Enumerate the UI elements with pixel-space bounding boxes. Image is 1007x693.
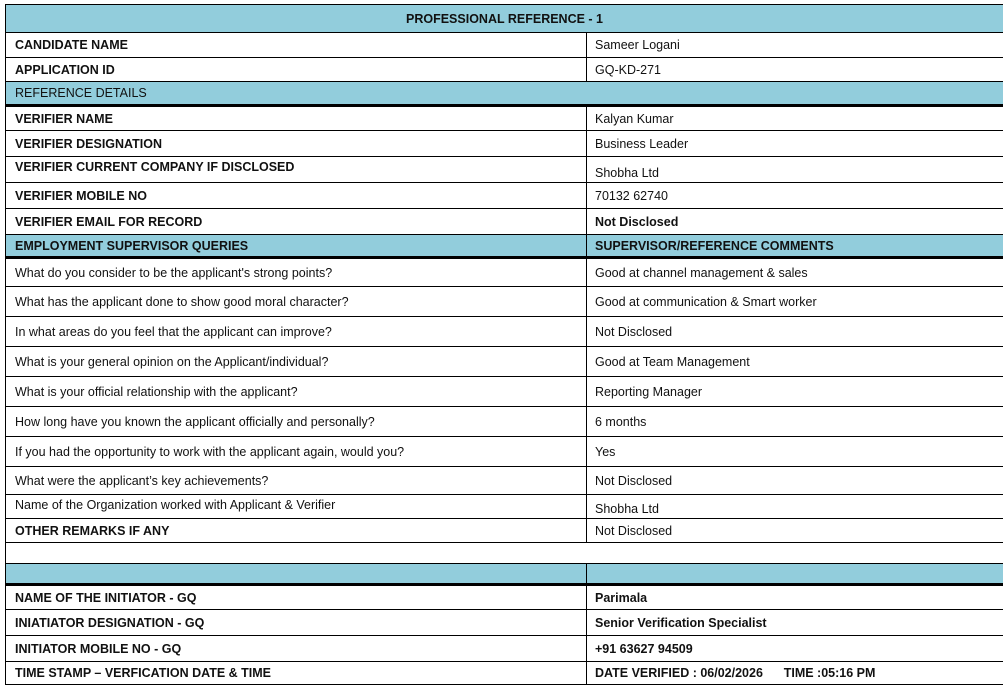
query-answer: Shobha Ltd — [595, 502, 659, 516]
verifier-designation-row — [5, 131, 1003, 157]
initiator-designation-value: Senior Verification Specialist — [595, 615, 767, 630]
query-question: If you had the opportunity to work with the applicant again, would you? — [6, 437, 587, 466]
query-question: Name of the Organization worked with Applicant & Verifier — [6, 495, 587, 518]
verifier-company-row — [5, 157, 1003, 183]
query-question: What has the applicant done to show good moral character? — [6, 287, 587, 316]
timestamp-label: TIME STAMP – VERFICATION DATE & TIME — [6, 662, 587, 684]
query-question: What is your official relationship with the applicant? — [6, 377, 587, 406]
query-question: What is your general opinion on the Applicant/individual? — [6, 347, 587, 376]
candidate-name-row — [5, 33, 1003, 58]
initiator-name-value: Parimala — [595, 590, 648, 605]
queries-header-row — [5, 235, 1003, 257]
query-question: How long have you known the applicant officially and personally? — [6, 407, 587, 436]
blank-row — [5, 543, 1003, 564]
query-row — [5, 317, 1003, 347]
reference-details-header — [5, 82, 1003, 105]
verifier-email-value: Not Disclosed — [595, 214, 679, 229]
application-id-value: GQ-KD-271 — [595, 62, 661, 77]
queries-header-left: EMPLOYMENT SUPERVISOR QUERIES — [6, 235, 587, 256]
query-answer: Not Disclosed — [595, 324, 673, 339]
initiator-name-row — [5, 584, 1003, 610]
verifier-email-row — [5, 209, 1003, 235]
queries-header-right: SUPERVISOR/REFERENCE COMMENTS — [595, 238, 834, 253]
verifier-email-label: VERIFIER EMAIL FOR RECORD — [6, 209, 587, 234]
other-remarks-label: OTHER REMARKS IF ANY — [6, 519, 587, 542]
query-row — [5, 347, 1003, 377]
verifier-name-row — [5, 105, 1003, 131]
query-question: What were the applicant’s key achievements? — [6, 467, 587, 494]
query-row — [5, 377, 1003, 407]
query-question: In what areas do you feel that the applicant can improve? — [6, 317, 587, 346]
verifier-name-label: VERIFIER NAME — [6, 107, 587, 130]
query-answer: Good at channel management & sales — [595, 265, 808, 280]
initiator-header-right — [587, 564, 1003, 583]
query-question: What do you consider to be the applicant's strong points? — [6, 259, 587, 286]
verifier-mobile-label: VERIFIER MOBILE NO — [6, 183, 587, 208]
query-row — [5, 467, 1003, 495]
query-row — [5, 437, 1003, 467]
query-row — [5, 407, 1003, 437]
other-remarks-row — [5, 519, 1003, 543]
query-answer: 6 months — [595, 414, 647, 429]
title-row — [5, 4, 1003, 33]
initiator-mobile-value: +91 63627 94509 — [595, 641, 693, 656]
verifier-mobile-value: 70132 62740 — [595, 188, 668, 203]
query-row — [5, 257, 1003, 287]
initiator-name-label: NAME OF THE INITIATOR - GQ — [6, 586, 587, 609]
initiator-designation-label: INIATIATOR DESIGNATION - GQ — [6, 610, 587, 635]
query-row — [5, 287, 1003, 317]
verifier-name-value: Kalyan Kumar — [595, 111, 674, 126]
verifier-mobile-row — [5, 183, 1003, 209]
other-remarks-value: Not Disclosed — [595, 523, 673, 538]
candidate-name-label: CANDIDATE NAME — [6, 33, 587, 57]
verifier-designation-value: Business Leader — [595, 136, 689, 151]
query-answer: Not Disclosed — [595, 473, 673, 488]
verifier-company-value: Shobha Ltd — [595, 166, 659, 180]
initiator-header-row — [5, 564, 1003, 584]
query-answer: Reporting Manager — [595, 384, 703, 399]
timestamp-value: DATE VERIFIED : 06/02/2026 TIME :05:16 PM — [595, 666, 876, 680]
query-answer: Good at Team Management — [595, 354, 750, 369]
initiator-designation-row — [5, 610, 1003, 636]
page-title: PROFESSIONAL REFERENCE - 1 — [405, 11, 604, 26]
blank-cell — [6, 543, 1003, 563]
application-id-row — [5, 58, 1003, 82]
query-answer: Good at communication & Smart worker — [595, 294, 817, 309]
initiator-mobile-row — [5, 636, 1003, 662]
timestamp-row — [5, 662, 1003, 685]
candidate-name-value: Sameer Logani — [595, 38, 680, 52]
initiator-mobile-label: INITIATOR MOBILE NO - GQ — [6, 636, 587, 661]
query-row — [5, 495, 1003, 519]
reference-details-label: REFERENCE DETAILS — [15, 86, 147, 100]
reference-sheet — [5, 4, 1003, 685]
verifier-designation-label: VERIFIER DESIGNATION — [6, 131, 587, 156]
verifier-company-label: VERIFIER CURRENT COMPANY IF DISCLOSED — [6, 157, 587, 182]
initiator-header-left — [6, 564, 587, 583]
query-answer: Yes — [595, 444, 616, 459]
application-id-label: APPLICATION ID — [6, 58, 587, 81]
